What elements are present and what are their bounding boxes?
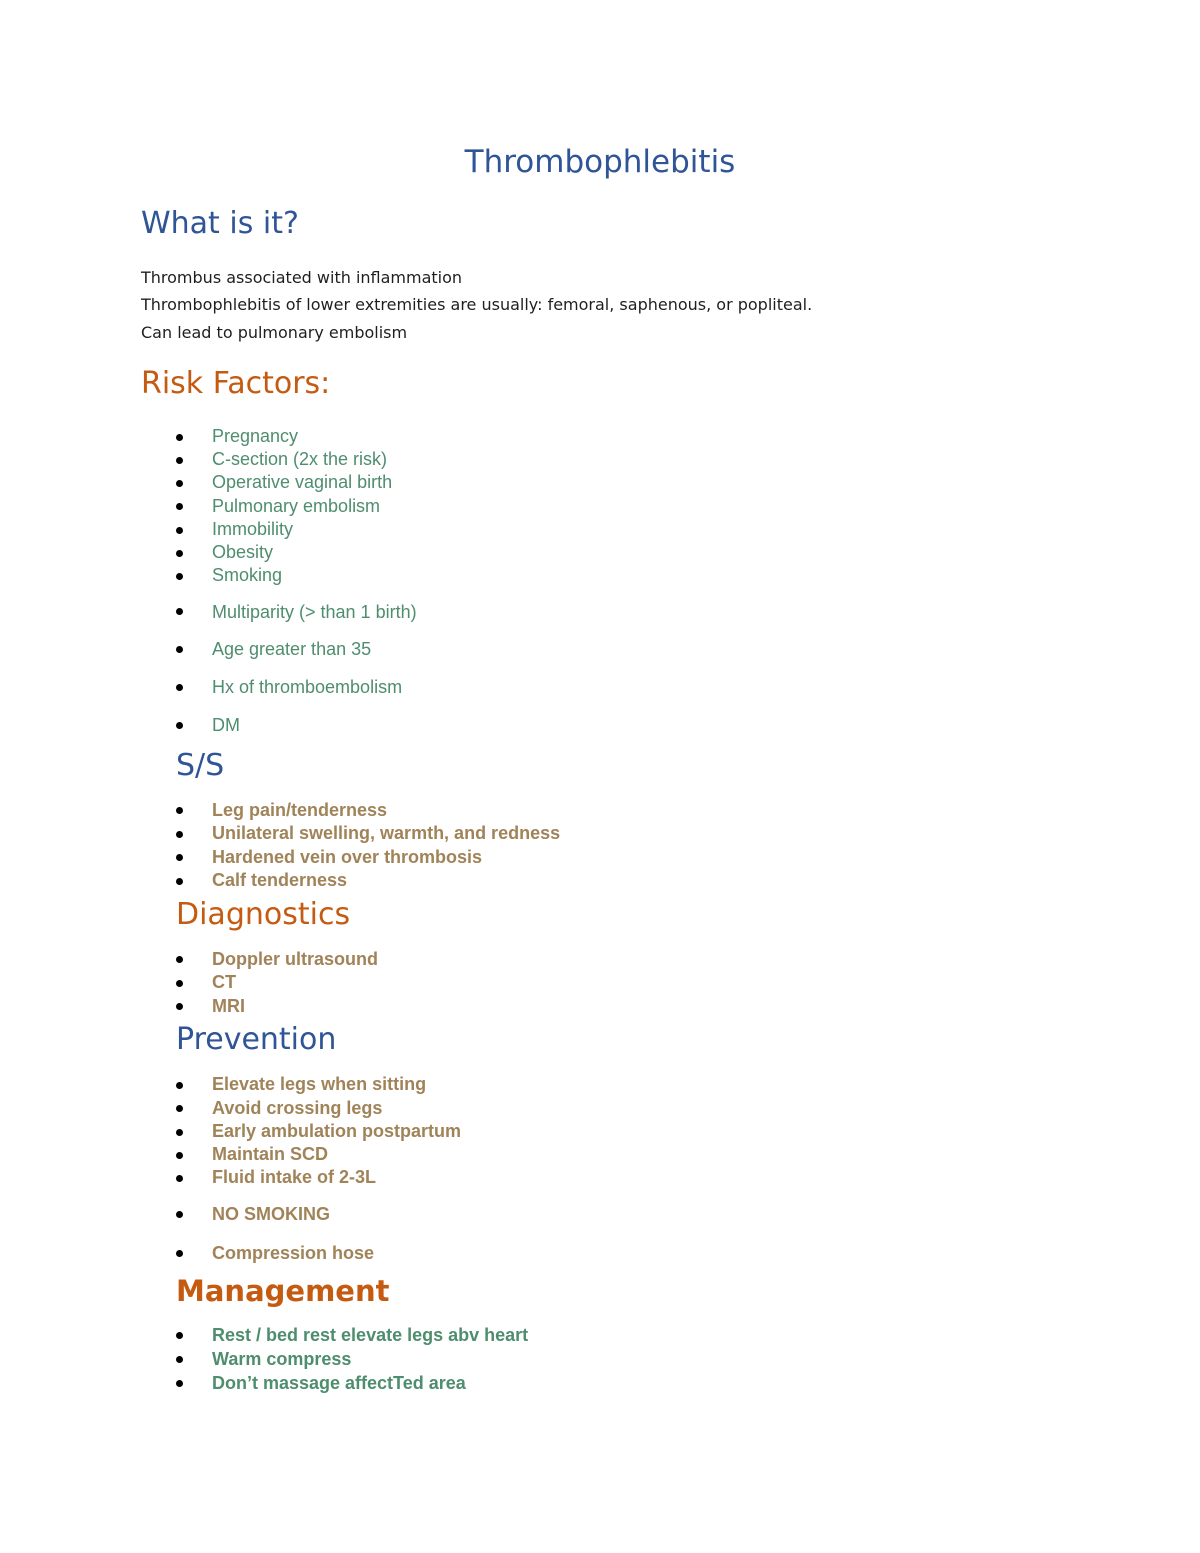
prevention-list bbox=[176, 1073, 461, 1273]
list-item: Calf tenderness bbox=[176, 869, 560, 892]
heading-diagnostics: Diagnostics bbox=[176, 897, 351, 932]
heading-prevention: Prevention bbox=[176, 1022, 337, 1057]
definition-line-1: Thrombus associated with inflammation bbox=[141, 268, 463, 287]
heading-management: Management bbox=[176, 1274, 390, 1308]
bullet-icon bbox=[176, 1211, 183, 1218]
bullet-icon bbox=[176, 503, 183, 510]
list-item: Warm compress bbox=[176, 1347, 528, 1371]
list-item: Don’t massage affectTed area bbox=[176, 1371, 528, 1395]
bullet-icon bbox=[176, 1105, 183, 1112]
list-item: Immobility bbox=[176, 518, 417, 541]
diagnostics-list bbox=[176, 947, 378, 1018]
list-item: Pregnancy bbox=[176, 425, 417, 448]
list-item: Unilateral swelling, warmth, and redness bbox=[176, 822, 560, 845]
bullet-icon bbox=[176, 1003, 183, 1010]
list-item: DM bbox=[176, 706, 417, 744]
bullet-icon bbox=[176, 807, 183, 814]
list-item: Maintain SCD bbox=[176, 1143, 461, 1166]
bullet-icon bbox=[176, 1152, 183, 1159]
list-item: NO SMOKING bbox=[176, 1194, 461, 1233]
bullet-icon bbox=[176, 956, 183, 963]
list-item: Elevate legs when sitting bbox=[176, 1073, 461, 1096]
list-item: CT bbox=[176, 971, 378, 994]
bullet-icon bbox=[176, 550, 183, 557]
definition-line-2: Thrombophlebitis of lower extremities are usually: femoral, saphenous, or popliteal. bbox=[141, 295, 813, 314]
list-item: Age greater than 35 bbox=[176, 630, 417, 668]
bullet-icon bbox=[176, 527, 183, 534]
list-item: Obesity bbox=[176, 541, 417, 564]
list-item: Hx of thromboembolism bbox=[176, 668, 417, 706]
bullet-icon bbox=[176, 573, 183, 580]
heading-risk-factors: Risk Factors: bbox=[141, 366, 331, 401]
bullet-icon bbox=[176, 1380, 183, 1387]
list-item: C-section (2x the risk) bbox=[176, 448, 417, 471]
signs-symptoms-list bbox=[176, 798, 560, 892]
definition-line-3: Can lead to pulmonary embolism bbox=[141, 323, 408, 342]
bullet-icon bbox=[176, 980, 183, 987]
bullet-icon bbox=[176, 1129, 183, 1136]
list-item: Leg pain/tenderness bbox=[176, 798, 560, 822]
management-list bbox=[176, 1323, 528, 1395]
bullet-icon bbox=[176, 684, 183, 691]
bullet-icon bbox=[176, 831, 183, 838]
list-item: Rest / bed rest elevate legs abv heart bbox=[176, 1323, 528, 1347]
list-item: Compression hose bbox=[176, 1233, 461, 1273]
bullet-icon bbox=[176, 878, 183, 885]
bullet-icon bbox=[176, 1175, 183, 1182]
bullet-icon bbox=[176, 1082, 183, 1089]
page-title: Thrombophlebitis bbox=[464, 144, 736, 180]
bullet-icon bbox=[176, 1332, 183, 1339]
list-item: Multiparity (> than 1 birth) bbox=[176, 592, 417, 630]
bullet-icon bbox=[176, 608, 183, 615]
bullet-icon bbox=[176, 722, 183, 729]
list-item: Early ambulation postpartum bbox=[176, 1120, 461, 1143]
list-item: Hardened vein over thrombosis bbox=[176, 845, 560, 869]
bullet-icon bbox=[176, 646, 183, 653]
risk-factors-list bbox=[176, 425, 417, 744]
list-item: Smoking bbox=[176, 564, 417, 592]
list-item: Operative vaginal birth bbox=[176, 471, 417, 494]
bullet-icon bbox=[176, 457, 183, 464]
list-item: Avoid crossing legs bbox=[176, 1096, 461, 1120]
bullet-icon bbox=[176, 854, 183, 861]
bullet-icon bbox=[176, 480, 183, 487]
list-item: Pulmonary embolism bbox=[176, 494, 417, 518]
heading-signs-symptoms: S/S bbox=[176, 748, 225, 783]
bullet-icon bbox=[176, 434, 183, 441]
list-item: MRI bbox=[176, 994, 378, 1018]
list-item: Doppler ultrasound bbox=[176, 947, 378, 971]
bullet-icon bbox=[176, 1356, 183, 1363]
bullet-icon bbox=[176, 1250, 183, 1257]
list-item: Fluid intake of 2-3L bbox=[176, 1166, 461, 1194]
heading-what-is-it: What is it? bbox=[141, 206, 299, 241]
